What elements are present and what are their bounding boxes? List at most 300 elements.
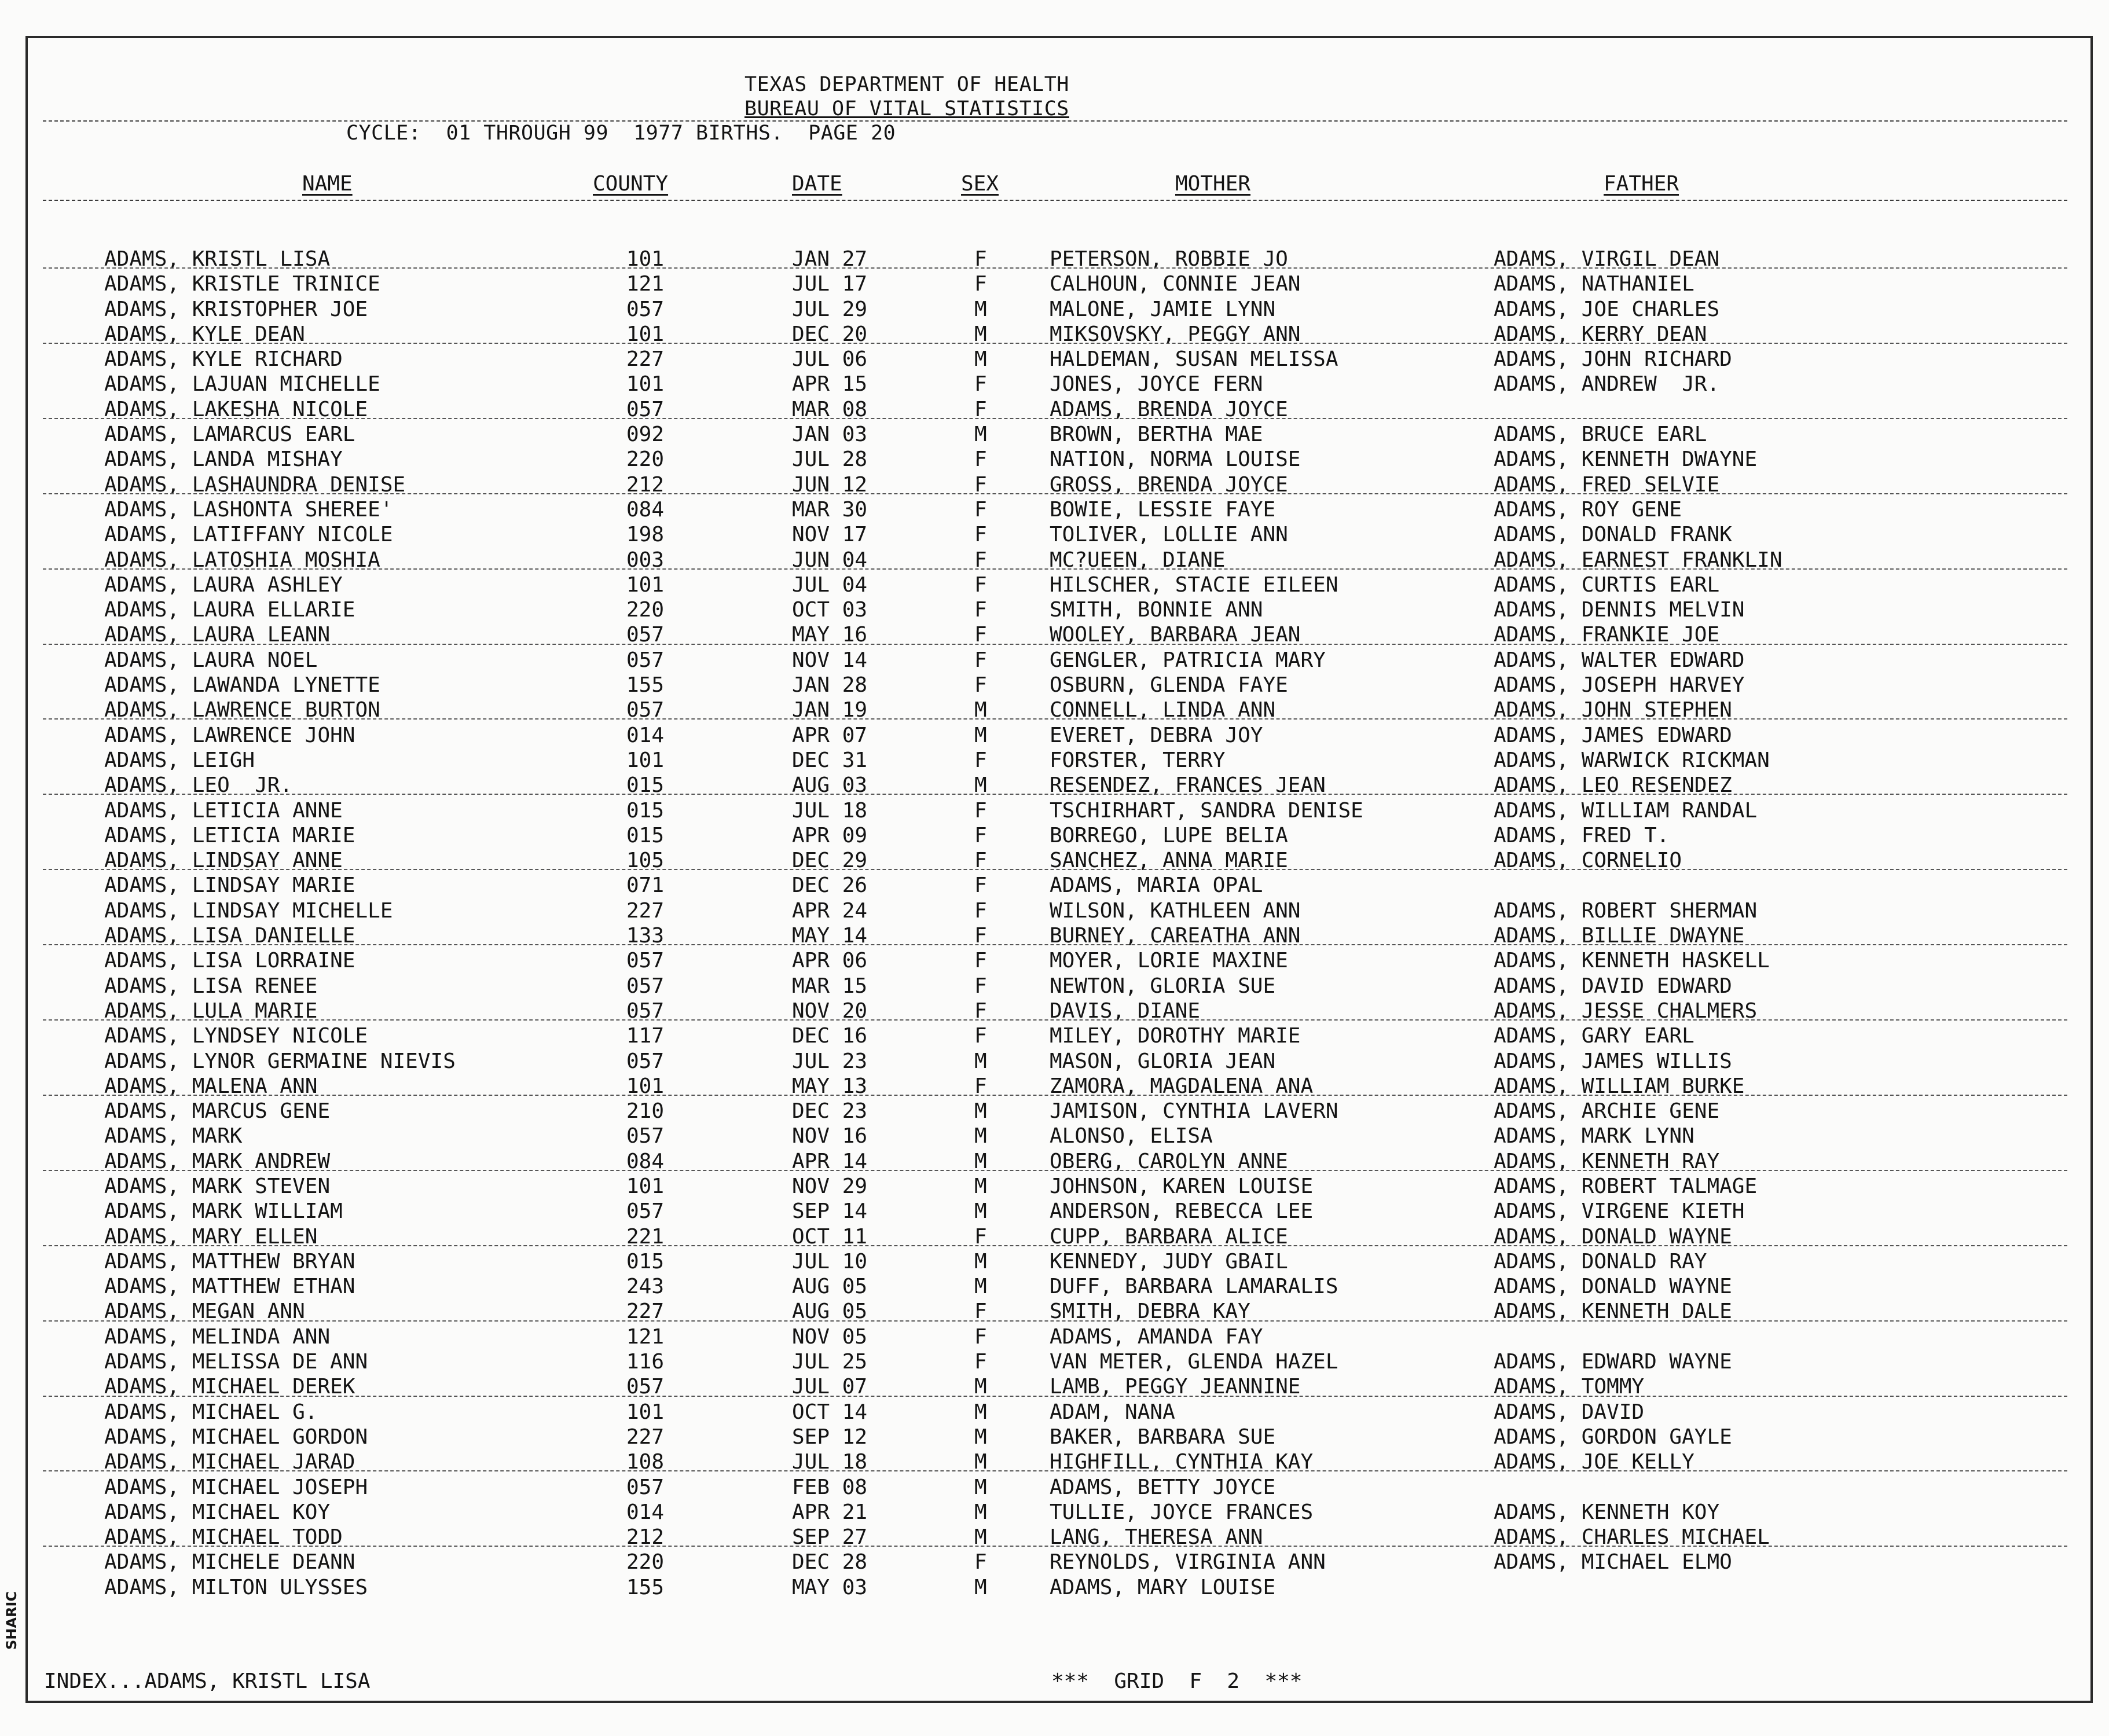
birth-date: JUL 29 — [792, 297, 868, 321]
sex: M — [974, 1475, 987, 1499]
sex: F — [974, 798, 987, 823]
sex: M — [974, 1425, 987, 1449]
mother-name: VAN METER, GLENDA HAZEL — [1050, 1350, 1338, 1374]
birth-date: FEB 08 — [792, 1475, 868, 1499]
table-row — [0, 597, 2109, 622]
birth-date: JUL 28 — [792, 447, 868, 472]
birth-date: APR 24 — [792, 898, 868, 923]
mother-name: JOHNSON, KAREN LOUISE — [1050, 1174, 1314, 1198]
child-name: ADAMS, LYNOR GERMAINE NIEVIS — [104, 1049, 456, 1073]
birth-date: JUL 04 — [792, 572, 868, 597]
mother-name: MC?UEEN, DIANE — [1050, 548, 1226, 572]
child-name: ADAMS, MICHAEL JARAD — [104, 1450, 355, 1474]
child-name: ADAMS, LAURA LEANN — [104, 623, 331, 647]
child-name: ADAMS, LATOSHIA MOSHIA — [104, 548, 380, 572]
child-name: ADAMS, MARY ELLEN — [104, 1224, 318, 1249]
child-name: ADAMS, KRISTLE TRINICE — [104, 272, 380, 296]
child-name: ADAMS, LINDSAY MARIE — [104, 873, 355, 898]
county-code: 003 — [626, 548, 665, 572]
child-name: ADAMS, LAWRENCE BURTON — [104, 698, 380, 722]
sex: F — [974, 999, 987, 1023]
child-name: ADAMS, LINDSAY ANNE — [104, 849, 343, 873]
sex: M — [974, 297, 987, 321]
father-name: ADAMS, DAVID EDWARD — [1494, 974, 1732, 998]
mother-name: BURNEY, CAREATHA ANN — [1050, 924, 1301, 948]
birth-date: JUL 17 — [792, 272, 868, 296]
table-row — [0, 522, 2109, 547]
county-code: 015 — [626, 1249, 665, 1273]
father-name: ADAMS, FRANKIE JOE — [1494, 623, 1720, 647]
sex: F — [974, 849, 987, 873]
father-name: ADAMS, LEO RESENDEZ — [1494, 773, 1732, 798]
county-code: 057 — [626, 1199, 665, 1224]
form-rule — [43, 1095, 2067, 1096]
mother-name: SMITH, DEBRA KAY — [1050, 1300, 1250, 1324]
child-name: ADAMS, MICHAEL KOY — [104, 1500, 331, 1524]
mother-name: CONNELL, LINDA ANN — [1050, 698, 1276, 722]
child-name: ADAMS, LAKESHA NICOLE — [104, 397, 368, 421]
sex: M — [974, 1149, 987, 1173]
mother-name: HILSCHER, STACIE EILEEN — [1050, 572, 1338, 597]
birth-date: DEC 20 — [792, 322, 868, 346]
father-name: ADAMS, JOE CHARLES — [1494, 297, 1720, 321]
sex: F — [974, 949, 987, 973]
county-code: 101 — [626, 1174, 665, 1198]
father-name: ADAMS, KENNETH RAY — [1494, 1149, 1720, 1173]
county-code: 071 — [626, 873, 665, 898]
child-name: ADAMS, KYLE RICHARD — [104, 347, 343, 372]
column-header-father: FATHER — [1604, 172, 1679, 196]
column-header-county: COUNTY — [593, 172, 669, 196]
birth-date: JAN 27 — [792, 247, 868, 271]
form-rule — [43, 1546, 2067, 1547]
sex: F — [974, 572, 987, 597]
child-name: ADAMS, KYLE DEAN — [104, 322, 305, 346]
table-row — [0, 1174, 2109, 1199]
sex: M — [974, 1375, 987, 1399]
child-name: ADAMS, LETICIA MARIE — [104, 823, 355, 847]
mother-name: OSBURN, GLENDA FAYE — [1050, 673, 1288, 698]
birth-date: AUG 03 — [792, 773, 868, 798]
sex: F — [974, 1300, 987, 1324]
child-name: ADAMS, MICHAEL GORDON — [104, 1425, 368, 1449]
father-name: ADAMS, MARK LYNN — [1494, 1124, 1694, 1148]
birth-date: DEC 16 — [792, 1024, 868, 1048]
sex: F — [974, 472, 987, 497]
child-name: ADAMS, LASHAUNDRA DENISE — [104, 472, 406, 497]
child-name: ADAMS, LAWANDA LYNETTE — [104, 673, 380, 698]
county-code: 057 — [626, 949, 665, 973]
table-row — [0, 572, 2109, 597]
child-name: ADAMS, LINDSAY MICHELLE — [104, 898, 393, 923]
sex: M — [974, 1199, 987, 1224]
father-name: ADAMS, KENNETH KOY — [1494, 1500, 1720, 1524]
form-rule — [43, 1170, 2067, 1171]
father-name: ADAMS, KENNETH HASKELL — [1494, 949, 1770, 973]
birth-date: JUL 07 — [792, 1375, 868, 1399]
mother-name: ADAMS, MARY LOUISE — [1050, 1575, 1276, 1599]
birth-date: JAN 28 — [792, 673, 868, 698]
table-row — [0, 1324, 2109, 1349]
birth-date: DEC 31 — [792, 748, 868, 772]
sex: M — [974, 1525, 987, 1550]
father-name: ADAMS, JOHN STEPHEN — [1494, 698, 1732, 722]
birth-date: DEC 23 — [792, 1099, 868, 1124]
mother-name: MIKSOVSKY, PEGGY ANN — [1050, 322, 1301, 346]
side-label: SHARIC — [3, 1591, 20, 1650]
child-name: ADAMS, MEGAN ANN — [104, 1300, 305, 1324]
table-row — [0, 1049, 2109, 1074]
mother-name: SMITH, BONNIE ANN — [1050, 598, 1263, 622]
county-code: 057 — [626, 1049, 665, 1073]
sex: F — [974, 1224, 987, 1249]
child-name: ADAMS, LANDA MISHAY — [104, 447, 343, 472]
table-row — [0, 1023, 2109, 1048]
county-code: 155 — [626, 1575, 665, 1599]
mother-name: MILEY, DOROTHY MARIE — [1050, 1024, 1301, 1048]
father-name: ADAMS, KENNETH DALE — [1494, 1300, 1732, 1324]
mother-name: BROWN, BERTHA MAE — [1050, 423, 1263, 447]
year-births: 1977 BIRTHS. — [633, 122, 784, 145]
birth-date: APR 14 — [792, 1149, 868, 1173]
father-name: ADAMS, JOHN RICHARD — [1494, 347, 1732, 372]
birth-date: NOV 16 — [792, 1124, 868, 1148]
mother-name: NATION, NORMA LOUISE — [1050, 447, 1301, 472]
table-row — [0, 823, 2109, 848]
sex: F — [974, 974, 987, 998]
mother-name: ADAMS, BRENDA JOYCE — [1050, 397, 1288, 421]
sex: M — [974, 1249, 987, 1273]
county-code: 243 — [626, 1275, 665, 1299]
sex: M — [974, 322, 987, 346]
birth-date: OCT 14 — [792, 1400, 868, 1424]
child-name: ADAMS, MICHAEL DEREK — [104, 1375, 355, 1399]
father-name: ADAMS, ARCHIE GENE — [1494, 1099, 1720, 1124]
table-row — [0, 1400, 2109, 1425]
birth-date: SEP 12 — [792, 1425, 868, 1449]
mother-name: WOOLEY, BARBARA JEAN — [1050, 623, 1301, 647]
column-header-name: NAME — [302, 172, 353, 196]
father-name: ADAMS, BILLIE DWAYNE — [1494, 924, 1745, 948]
county-code: 227 — [626, 1300, 665, 1324]
mother-name: WILSON, KATHLEEN ANN — [1050, 898, 1301, 923]
birth-date: MAY 13 — [792, 1074, 868, 1098]
father-name: ADAMS, ROBERT TALMAGE — [1494, 1174, 1758, 1198]
county-code: 101 — [626, 1074, 665, 1098]
child-name: ADAMS, LAURA NOEL — [104, 648, 318, 672]
father-name: ADAMS, NATHANIEL — [1494, 272, 1694, 296]
mother-name: LANG, THERESA ANN — [1050, 1525, 1263, 1550]
mother-name: TULLIE, JOYCE FRANCES — [1050, 1500, 1314, 1524]
column-header-sex: SEX — [961, 172, 999, 196]
mother-name: GENGLER, PATRICIA MARY — [1050, 648, 1326, 672]
mother-name: ADAMS, AMANDA FAY — [1050, 1324, 1263, 1349]
table-row — [0, 898, 2109, 923]
child-name: ADAMS, LAURA ASHLEY — [104, 572, 343, 597]
table-row — [0, 673, 2109, 698]
father-name: ADAMS, WILLIAM BURKE — [1494, 1074, 1745, 1098]
mother-name: MOYER, LORIE MAXINE — [1050, 949, 1288, 973]
table-row — [0, 422, 2109, 447]
father-name: ADAMS, JAMES EDWARD — [1494, 723, 1732, 747]
sex: M — [974, 1450, 987, 1474]
mother-name: CALHOUN, CONNIE JEAN — [1050, 272, 1301, 296]
birth-date: NOV 20 — [792, 999, 868, 1023]
county-code: 108 — [626, 1450, 665, 1474]
form-rule — [43, 343, 2067, 344]
birth-date: MAY 16 — [792, 623, 868, 647]
table-row — [0, 798, 2109, 823]
child-name: ADAMS, MARK ANDREW — [104, 1149, 331, 1173]
birth-date: MAR 15 — [792, 974, 868, 998]
county-code: 101 — [626, 372, 665, 397]
county-code: 117 — [626, 1024, 665, 1048]
father-name: ADAMS, VIRGIL DEAN — [1494, 247, 1720, 271]
county-code: 101 — [626, 247, 665, 271]
mother-name: ADAMS, MARIA OPAL — [1050, 873, 1263, 898]
father-name: ADAMS, CORNELIO — [1494, 849, 1682, 873]
sex: F — [974, 548, 987, 572]
birth-date: JUL 06 — [792, 347, 868, 372]
birth-date: AUG 05 — [792, 1300, 868, 1324]
form-rule — [43, 1396, 2067, 1397]
father-name: ADAMS, JOE KELLY — [1494, 1450, 1694, 1474]
county-code: 101 — [626, 322, 665, 346]
mother-name: MASON, GLORIA JEAN — [1050, 1049, 1276, 1073]
table-row — [0, 1124, 2109, 1148]
child-name: ADAMS, LEIGH — [104, 748, 255, 772]
county-code: 101 — [626, 1400, 665, 1424]
father-name: ADAMS, JAMES WILLIS — [1494, 1049, 1732, 1073]
table-row — [0, 447, 2109, 472]
sex: F — [974, 748, 987, 772]
mother-name: NEWTON, GLORIA SUE — [1050, 974, 1276, 998]
county-code: 057 — [626, 1475, 665, 1499]
child-name: ADAMS, LYNDSEY NICOLE — [104, 1024, 368, 1048]
sex: F — [974, 523, 987, 547]
birth-date: MAY 14 — [792, 924, 868, 948]
county-code: 084 — [626, 497, 665, 522]
form-rule — [43, 1470, 2067, 1471]
father-name: ADAMS, ROBERT SHERMAN — [1494, 898, 1758, 923]
cycle-range: 01 THROUGH 99 — [446, 122, 609, 145]
table-row — [0, 1500, 2109, 1525]
child-name: ADAMS, MICHELE DEANN — [104, 1550, 355, 1574]
table-row — [0, 1425, 2109, 1449]
county-code: 116 — [626, 1350, 665, 1374]
table-row — [0, 1249, 2109, 1274]
mother-name: SANCHEZ, ANNA MARIE — [1050, 849, 1288, 873]
birth-date: JUL 25 — [792, 1350, 868, 1374]
child-name: ADAMS, LAMARCUS EARL — [104, 423, 355, 447]
county-code: 092 — [626, 423, 665, 447]
birth-date: AUG 05 — [792, 1275, 868, 1299]
birth-date: APR 07 — [792, 723, 868, 747]
mother-name: LAMB, PEGGY JEANNINE — [1050, 1375, 1301, 1399]
header-bureau: BUREAU OF VITAL STATISTICS — [744, 97, 1069, 120]
table-row — [0, 648, 2109, 673]
table-row — [0, 1199, 2109, 1224]
county-code: 057 — [626, 1124, 665, 1148]
table-row — [0, 1550, 2109, 1574]
child-name: ADAMS, LISA RENEE — [104, 974, 318, 998]
birth-date: SEP 14 — [792, 1199, 868, 1224]
sex: M — [974, 1099, 987, 1124]
column-header-date: DATE — [792, 172, 842, 196]
county-code: 220 — [626, 447, 665, 472]
sex: F — [974, 247, 987, 271]
child-name: ADAMS, MARK WILLIAM — [104, 1199, 343, 1224]
birth-date: NOV 29 — [792, 1174, 868, 1198]
county-code: 221 — [626, 1224, 665, 1249]
table-row — [0, 1575, 2109, 1600]
sex: F — [974, 1550, 987, 1574]
county-code: 084 — [626, 1149, 665, 1173]
sex: F — [974, 1324, 987, 1349]
county-code: 101 — [626, 572, 665, 597]
child-name: ADAMS, MICHAEL G. — [104, 1400, 318, 1424]
mother-name: GROSS, BRENDA JOYCE — [1050, 472, 1288, 497]
birth-date: JAN 19 — [792, 698, 868, 722]
mother-name: HIGHFILL, CYNTHIA KAY — [1050, 1450, 1314, 1474]
father-name: ADAMS, EARNEST FRANKLIN — [1494, 548, 1782, 572]
form-rule — [43, 1019, 2067, 1021]
mother-name: BOWIE, LESSIE FAYE — [1050, 497, 1276, 522]
birth-date: DEC 29 — [792, 849, 868, 873]
page-number: PAGE 20 — [808, 122, 896, 145]
child-name: ADAMS, LISA DANIELLE — [104, 924, 355, 948]
father-name: ADAMS, CHARLES MICHAEL — [1494, 1525, 1770, 1550]
county-code: 105 — [626, 849, 665, 873]
form-rule — [43, 944, 2067, 945]
child-name: ADAMS, MATTHEW BRYAN — [104, 1249, 355, 1273]
mother-name: BAKER, BARBARA SUE — [1050, 1425, 1276, 1449]
table-row — [0, 297, 2109, 322]
sex: F — [974, 673, 987, 698]
birth-date: JAN 03 — [792, 423, 868, 447]
father-name: ADAMS, WARWICK RICKMAN — [1494, 748, 1770, 772]
county-code: 015 — [626, 798, 665, 823]
county-code: 057 — [626, 397, 665, 421]
birth-date: SEP 27 — [792, 1525, 868, 1550]
child-name: ADAMS, MICHAEL JOSEPH — [104, 1475, 368, 1499]
form-rule — [43, 267, 2067, 269]
birth-date: JUL 10 — [792, 1249, 868, 1273]
birth-date: DEC 28 — [792, 1550, 868, 1574]
table-row — [0, 347, 2109, 372]
cycle-label: CYCLE: — [346, 122, 421, 145]
form-rule — [43, 718, 2067, 720]
father-name: ADAMS, JESSE CHALMERS — [1494, 999, 1758, 1023]
county-code: 015 — [626, 823, 665, 847]
father-name: ADAMS, GORDON GAYLE — [1494, 1425, 1732, 1449]
sex: F — [974, 1024, 987, 1048]
mother-name: ADAMS, BETTY JOYCE — [1050, 1475, 1276, 1499]
father-name: ADAMS, TOMMY — [1494, 1375, 1645, 1399]
county-code: 220 — [626, 598, 665, 622]
child-name: ADAMS, MARK STEVEN — [104, 1174, 331, 1198]
birth-date: JUN 12 — [792, 472, 868, 497]
county-code: 212 — [626, 1525, 665, 1550]
sex: F — [974, 598, 987, 622]
mother-name: OBERG, CAROLYN ANNE — [1050, 1149, 1288, 1173]
child-name: ADAMS, MALENA ANN — [104, 1074, 318, 1098]
father-name: ADAMS, EDWARD WAYNE — [1494, 1350, 1732, 1374]
birth-date: JUL 18 — [792, 1450, 868, 1474]
birth-date: JUN 04 — [792, 548, 868, 572]
mother-name: ALONSO, ELISA — [1050, 1124, 1213, 1148]
form-rule — [43, 794, 2067, 795]
father-name: ADAMS, VIRGENE KIETH — [1494, 1199, 1745, 1224]
sex: F — [974, 898, 987, 923]
child-name: ADAMS, LULA MARIE — [104, 999, 318, 1023]
child-name: ADAMS, LETICIA ANNE — [104, 798, 343, 823]
sex: M — [974, 723, 987, 747]
mother-name: EVERET, DEBRA JOY — [1050, 723, 1263, 747]
father-name: ADAMS, WALTER EDWARD — [1494, 648, 1745, 672]
form-rule — [43, 493, 2067, 494]
county-code: 057 — [626, 623, 665, 647]
table-row — [0, 1475, 2109, 1500]
table-row — [0, 1274, 2109, 1299]
father-name: ADAMS, FRED SELVIE — [1494, 472, 1720, 497]
birth-date: OCT 03 — [792, 598, 868, 622]
county-code: 227 — [626, 898, 665, 923]
child-name: ADAMS, MARK — [104, 1124, 243, 1148]
sex: F — [974, 924, 987, 948]
mother-name: DAVIS, DIANE — [1050, 999, 1201, 1023]
birth-date: DEC 26 — [792, 873, 868, 898]
mother-name: MALONE, JAMIE LYNN — [1050, 297, 1276, 321]
county-code: 015 — [626, 773, 665, 798]
sex: F — [974, 497, 987, 522]
child-name: ADAMS, MARCUS GENE — [104, 1099, 331, 1124]
sex: F — [974, 272, 987, 296]
father-name: ADAMS, DENNIS MELVIN — [1494, 598, 1745, 622]
child-name: ADAMS, MICHAEL TODD — [104, 1525, 343, 1550]
table-row — [0, 497, 2109, 522]
child-name: ADAMS, LAJUAN MICHELLE — [104, 372, 380, 397]
father-name: ADAMS, DONALD WAYNE — [1494, 1224, 1732, 1249]
mother-name: HALDEMAN, SUSAN MELISSA — [1050, 347, 1338, 372]
birth-date: NOV 17 — [792, 523, 868, 547]
sex: M — [974, 1575, 987, 1599]
mother-name: ZAMORA, MAGDALENA ANA — [1050, 1074, 1314, 1098]
table-row — [0, 372, 2109, 397]
sex: F — [974, 823, 987, 847]
sex: M — [974, 1400, 987, 1424]
father-name: ADAMS, KERRY DEAN — [1494, 322, 1707, 346]
county-code: 057 — [626, 698, 665, 722]
sex: M — [974, 1049, 987, 1073]
child-name: ADAMS, LEO JR. — [104, 773, 293, 798]
mother-name: JONES, JOYCE FERN — [1050, 372, 1263, 397]
table-row — [0, 1099, 2109, 1124]
mother-name: DUFF, BARBARA LAMARALIS — [1050, 1275, 1338, 1299]
birth-date: OCT 11 — [792, 1224, 868, 1249]
county-code: 212 — [626, 472, 665, 497]
mother-name: ADAM, NANA — [1050, 1400, 1175, 1424]
child-name: ADAMS, MATTHEW ETHAN — [104, 1275, 355, 1299]
county-code: 220 — [626, 1550, 665, 1574]
child-name: ADAMS, MELINDA ANN — [104, 1324, 331, 1349]
county-code: 101 — [626, 748, 665, 772]
county-code: 057 — [626, 648, 665, 672]
sex: F — [974, 397, 987, 421]
birth-date: JUL 23 — [792, 1049, 868, 1073]
table-row — [0, 1349, 2109, 1374]
table-row — [0, 873, 2109, 898]
